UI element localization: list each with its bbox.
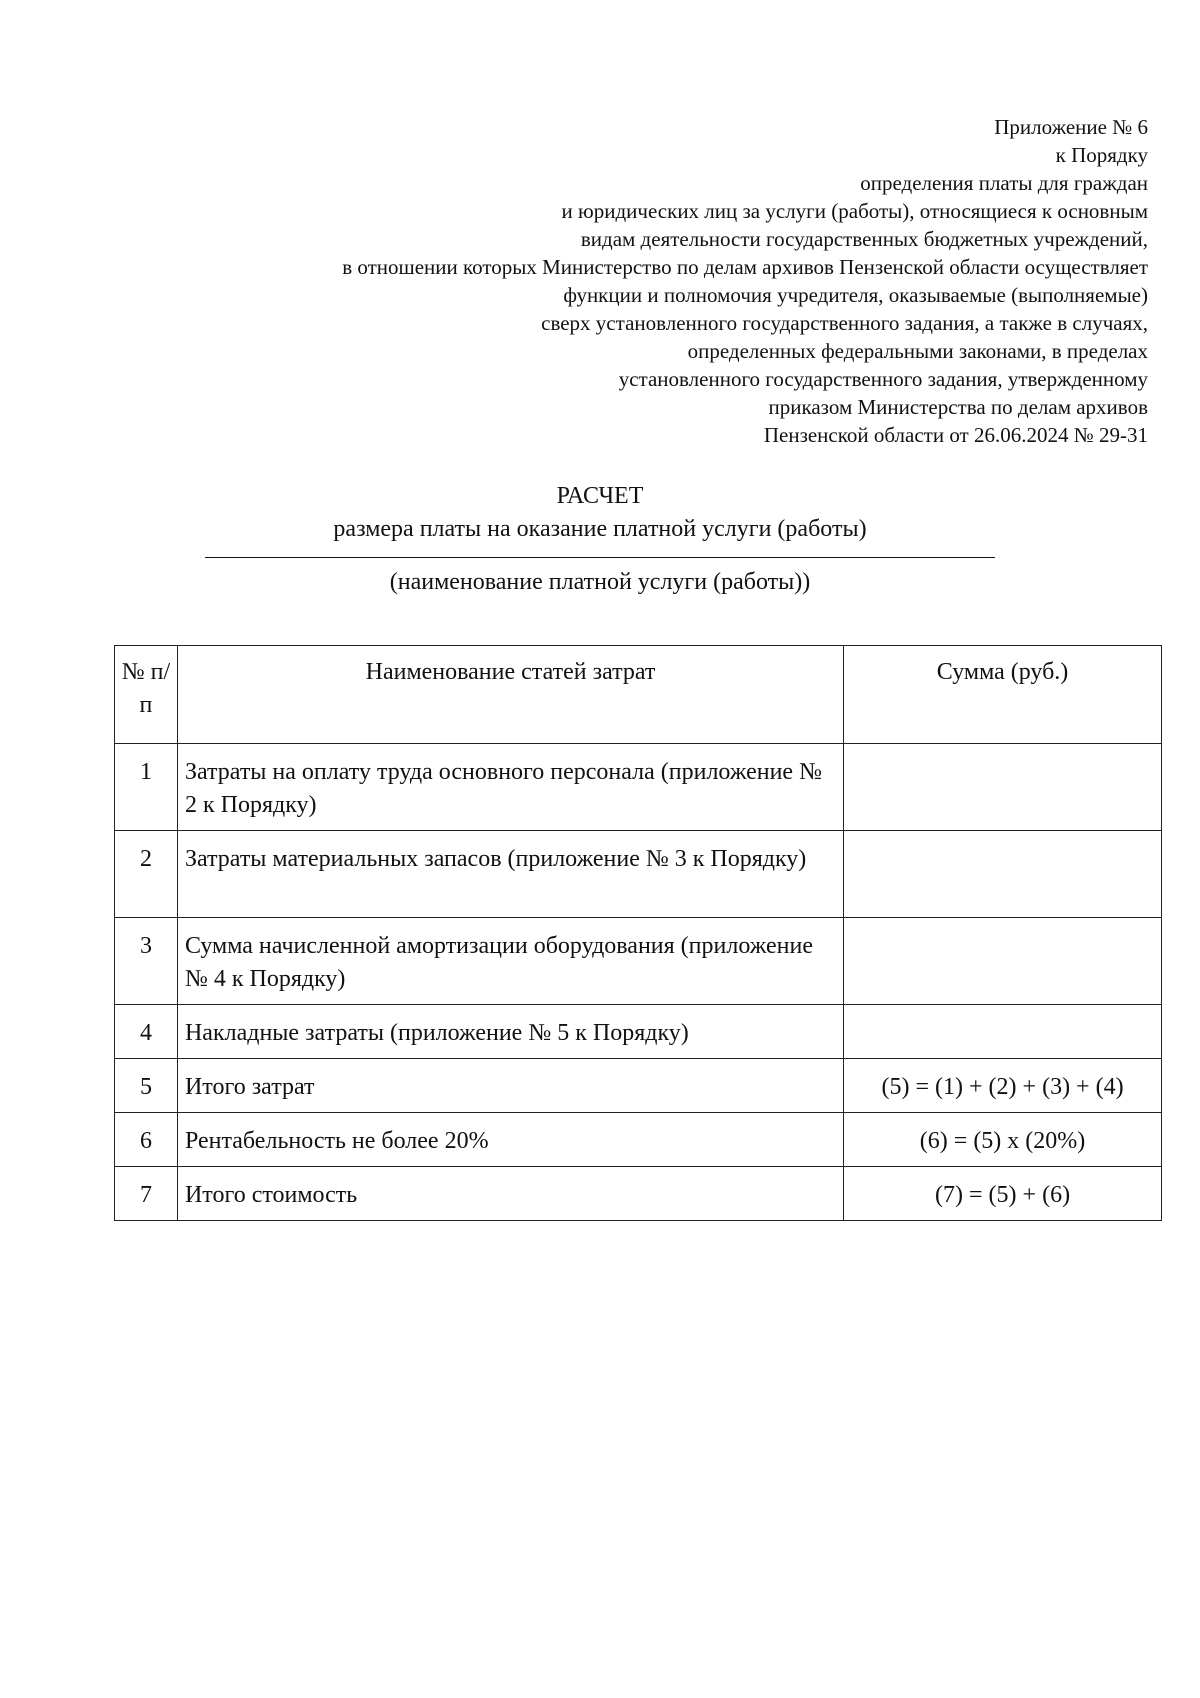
service-name-blank-line	[205, 557, 995, 558]
header-number: № п/п	[115, 646, 178, 744]
annex-line: Пензенской области от 26.06.2024 № 29-31	[763, 423, 1148, 447]
document-subtitle: размера платы на оказание платной услуги (работы)	[333, 516, 867, 542]
document-title-block	[0, 480, 1200, 599]
row-cost-item: Сумма начисленной амортизации оборудования (приложение № 4 к Порядку)	[177, 918, 843, 1005]
row-sum	[844, 831, 1162, 918]
row-sum	[844, 918, 1162, 1005]
annex-line: к Порядку	[1055, 143, 1148, 167]
row-number: 5	[115, 1059, 178, 1113]
document-heading: РАСЧЕТ	[556, 483, 644, 509]
row-number: 7	[115, 1167, 178, 1221]
row-number: 6	[115, 1113, 178, 1167]
row-sum	[844, 1005, 1162, 1059]
table-row	[115, 1167, 1162, 1221]
service-name-caption: (наименование платной услуги (работы))	[389, 569, 811, 595]
annex-line: Приложение № 6	[994, 115, 1148, 139]
row-number: 4	[115, 1005, 178, 1059]
row-sum-formula: (6) = (5) х (20%)	[844, 1113, 1162, 1167]
cost-calculation-table	[114, 645, 1162, 1221]
table-row	[115, 918, 1162, 1005]
row-number: 3	[115, 918, 178, 1005]
annex-line: в отношении которых Министерство по делам архивов Пензенской области осуществляет	[342, 255, 1148, 279]
table-row	[115, 831, 1162, 918]
table-row	[115, 1059, 1162, 1113]
annex-line: сверх установленного государственного задания, а также в случаях,	[541, 311, 1148, 335]
annex-line: видам деятельности государственных бюджетных учреждений,	[580, 227, 1148, 251]
header-sum: Сумма (руб.)	[844, 646, 1162, 744]
table-row	[115, 744, 1162, 831]
annex-line: установленного государственного задания, утвержденному	[618, 367, 1148, 391]
row-cost-item: Затраты на оплату труда основного персонала (приложение № 2 к Порядку)	[177, 744, 843, 831]
table-row	[115, 1113, 1162, 1167]
row-sum	[844, 744, 1162, 831]
annex-line: приказом Министерства по делам архивов	[768, 395, 1148, 419]
annex-reference	[148, 113, 1148, 449]
row-cost-item: Затраты материальных запасов (приложение № 3 к Порядку)	[177, 831, 843, 918]
annex-line: определенных федеральными законами, в пределах	[687, 339, 1148, 363]
annex-line: функции и полномочия учредителя, оказываемые (выполняемые)	[563, 283, 1148, 307]
row-cost-item: Итого стоимость	[177, 1167, 843, 1221]
row-cost-item: Накладные затраты (приложение № 5 к Порядку)	[177, 1005, 843, 1059]
annex-line: определения платы для граждан	[860, 171, 1148, 195]
header-cost-item: Наименование статей затрат	[177, 646, 843, 744]
row-sum-formula: (7) = (5) + (6)	[844, 1167, 1162, 1221]
row-number: 1	[115, 744, 178, 831]
table-row	[115, 1005, 1162, 1059]
row-sum-formula: (5) = (1) + (2) + (3) + (4)	[844, 1059, 1162, 1113]
table-header-row	[115, 646, 1162, 744]
row-cost-item: Итого затрат	[177, 1059, 843, 1113]
annex-line: и юридических лиц за услуги (работы), относящиеся к основным	[561, 199, 1148, 223]
row-number: 2	[115, 831, 178, 918]
row-cost-item: Рентабельность не более 20%	[177, 1113, 843, 1167]
